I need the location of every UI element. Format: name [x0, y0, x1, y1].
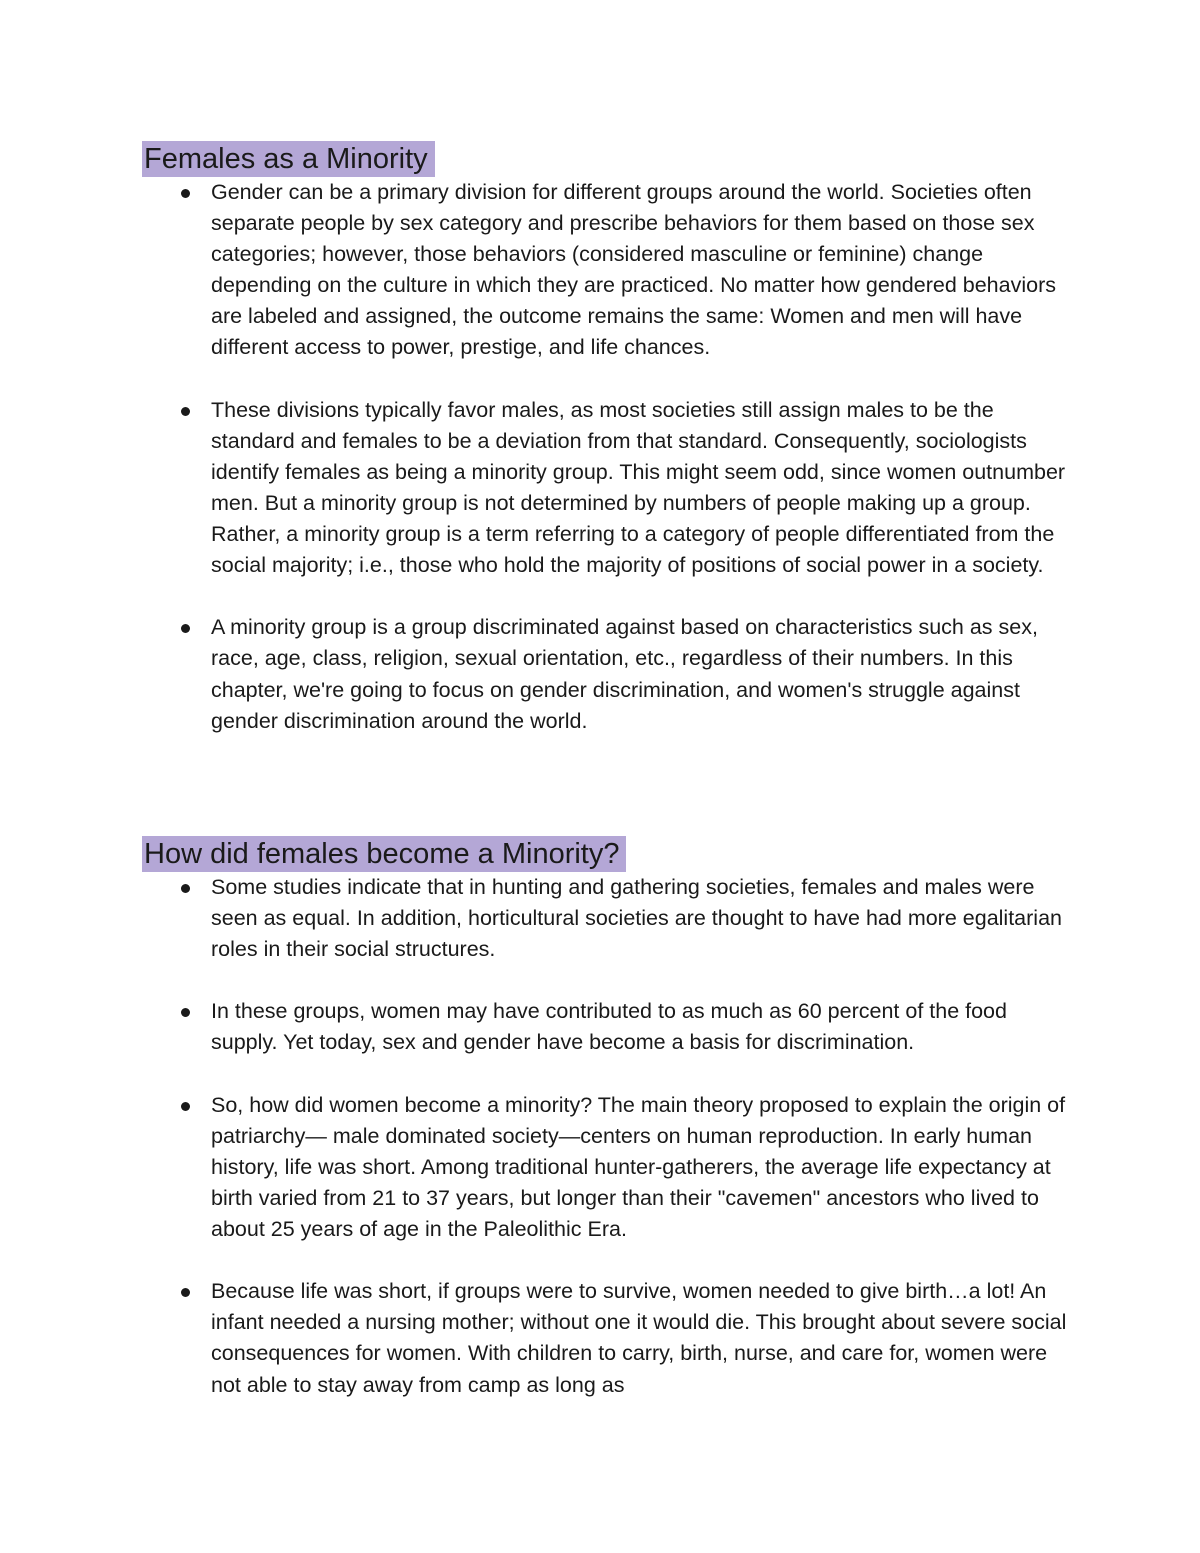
list-item-text: So, how did women become a minority? The main theory proposed to explain the origin of patriarchy— male dominated society—centers on human reproduction. In early human history, life was short. Among traditional hunter-gatherers, the average life expectancy at birth varied from 21 to 37 years, but longer than their "cavemen" ancestors who lived to about 25 years of age in the Paleolithic Era. [211, 1092, 1066, 1242]
bullet-icon [181, 1102, 190, 1111]
section-heading: Females as a Minority [142, 141, 435, 177]
bullet-icon [181, 1008, 190, 1017]
bullet-icon [181, 624, 190, 633]
list-item-text: A minority group is a group discriminated against based on characteristics such as sex, race, age, class, religion, sexual orientation, etc., regardless of their numbers. In this chapter, we're going to focus on gender discrimination, and women's struggle against gender discrimination around the world. [211, 615, 1038, 733]
list-item [142, 1090, 1072, 1245]
section-females-as-minority [142, 141, 1072, 737]
list-item [142, 612, 1072, 736]
list-item-text: In these groups, women may have contributed to as much as 60 percent of the food supply. Yet today, sex and gender have become a basis for discrimination. [211, 999, 1007, 1055]
list-item [142, 872, 1072, 965]
list-item [142, 177, 1072, 364]
bullet-icon [181, 407, 190, 416]
list-item-text: Because life was short, if groups were to survive, women needed to give birth…a lot! An infant needed a nursing mother; without one it would die. This brought about severe social consequences for women. With children to carry, birth, nurse, and care for, women were not able to stay away from camp as long as [211, 1279, 1067, 1397]
bullet-list [142, 177, 1072, 737]
section-heading: How did females become a Minority? [142, 836, 626, 872]
list-item-text: Some studies indicate that in hunting and gathering societies, females and males were seen as equal. In addition, horticultural societies are thought to have had more egalitarian roles in their social structures. [211, 875, 1062, 962]
bullet-icon [181, 884, 190, 893]
list-item [142, 395, 1072, 582]
bullet-icon [181, 189, 190, 198]
list-item-text: These divisions typically favor males, as most societies still assign males to be the standard and females to be a deviation from that standard. Consequently, sociologists identify females as being a minority group. This might seem odd, since women outnumber men. But a minority group is not determined by numbers of people making up a group. Rather, a minority group is a term referring to a category of people differentiated from the social majority; i.e., those who hold the majority of positions of social power in a society. [211, 397, 1066, 578]
section-how-females-became-minority [142, 836, 1072, 1401]
bullet-list [142, 872, 1072, 1401]
list-item [142, 1276, 1072, 1400]
bullet-icon [181, 1288, 190, 1297]
list-item [142, 996, 1072, 1058]
list-item-text: Gender can be a primary division for different groups around the world. Societies often separate people by sex category and prescribe behaviors for them based on those sex categories; however, those behaviors (considered masculine or feminine) change depending on the culture in which they are practiced. No matter how gendered behaviors are labeled and assigned, the outcome remains the same: Women and men will have different access to power, prestige, and life chances. [211, 180, 1056, 360]
